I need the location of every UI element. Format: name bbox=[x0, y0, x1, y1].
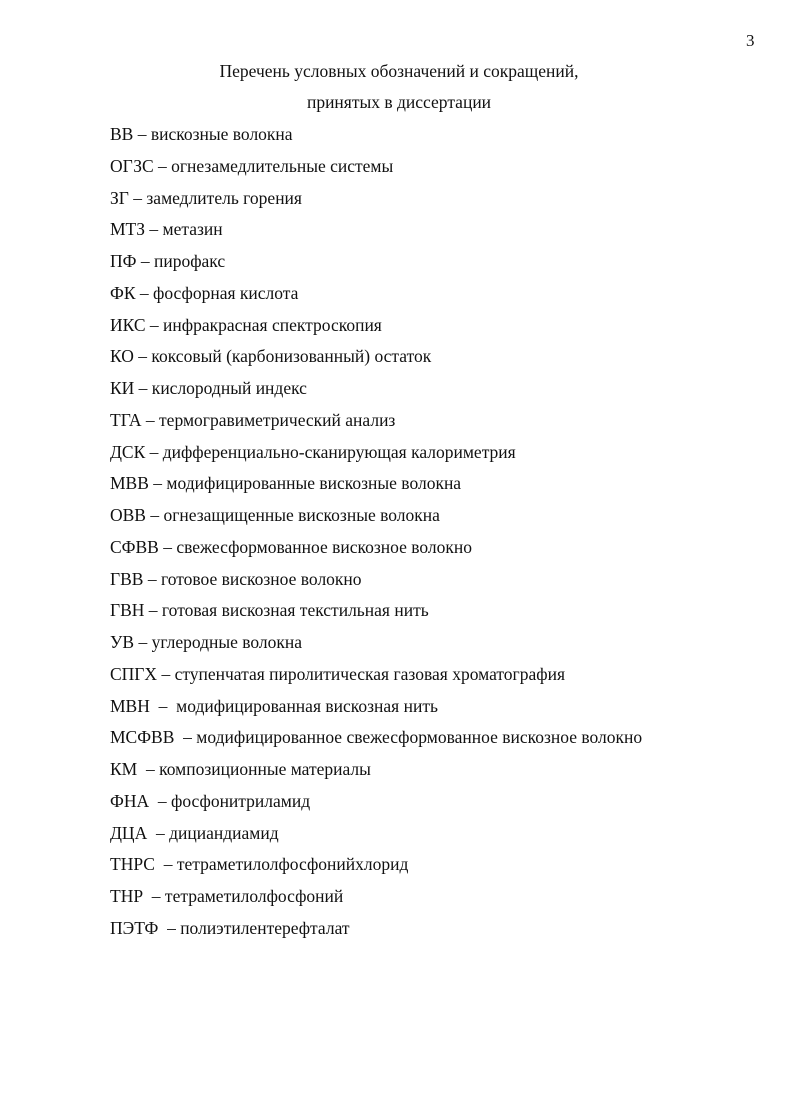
list-item: ПЭТФ – полиэтилентерефталат bbox=[110, 917, 350, 938]
list-item: МТЗ – метазин bbox=[110, 219, 223, 240]
list-item: УВ – углеродные волокна bbox=[110, 632, 303, 652]
list-item: МВН – модифицированная вискозная нить bbox=[110, 695, 438, 716]
list-item: ДЦА – дициандиамид bbox=[110, 822, 279, 843]
list-item: ОВВ – огнезащищенные вискозные волокна bbox=[110, 505, 440, 525]
list-item: МСФВВ – модифицированное свежесформованное вискозное волокно bbox=[110, 727, 643, 748]
list-item: ФНА – фосфонитриламид bbox=[110, 790, 311, 811]
list-item: ГВВ – готовое вискозное волокно bbox=[110, 568, 362, 589]
list-item: СПГХ – ступенчатая пиролитическая газовая хроматография bbox=[110, 663, 566, 684]
page-title-line-1: Перечень условных обозначений и сокращений, bbox=[219, 61, 579, 81]
list-item: МВВ – модифицированные вискозные волокна bbox=[110, 473, 462, 494]
list-item: ОГЗС – огнезамедлительные системы bbox=[110, 155, 394, 176]
list-item: КО – коксовый (карбонизованный) остаток bbox=[110, 346, 432, 367]
list-item: ТГА – термогравиметрический анализ bbox=[110, 409, 396, 430]
list-item: СФВВ – свежесформованное вискозное волокно bbox=[110, 536, 473, 557]
list-item: КИ – кислородный индекс bbox=[110, 378, 307, 398]
list-item: ГВН – готовая вискозная текстильная нить bbox=[110, 600, 429, 621]
page-title-line-2: принятых в диссертации bbox=[306, 92, 492, 112]
list-item: КМ – композиционные материалы bbox=[110, 759, 371, 779]
list-item: ВВ – вискозные волокна bbox=[110, 124, 293, 144]
list-item: ТНР – тетраметилолфосфоний bbox=[110, 886, 344, 906]
list-item: ЗГ – замедлитель горения bbox=[110, 187, 302, 208]
list-item: ТНРС – тетраметилолфосфонийхлорид bbox=[110, 854, 409, 875]
list-item: ИКС – инфракрасная спектроскопия bbox=[110, 314, 382, 335]
page-number: 3 bbox=[746, 31, 755, 50]
list-item: ФК – фосфорная кислота bbox=[110, 282, 299, 303]
list-item: ДСК – дифференциально-сканирующая калориметрия bbox=[110, 441, 516, 462]
abbreviation-list bbox=[110, 124, 642, 950]
list-item: ПФ – пирофакс bbox=[110, 251, 226, 271]
